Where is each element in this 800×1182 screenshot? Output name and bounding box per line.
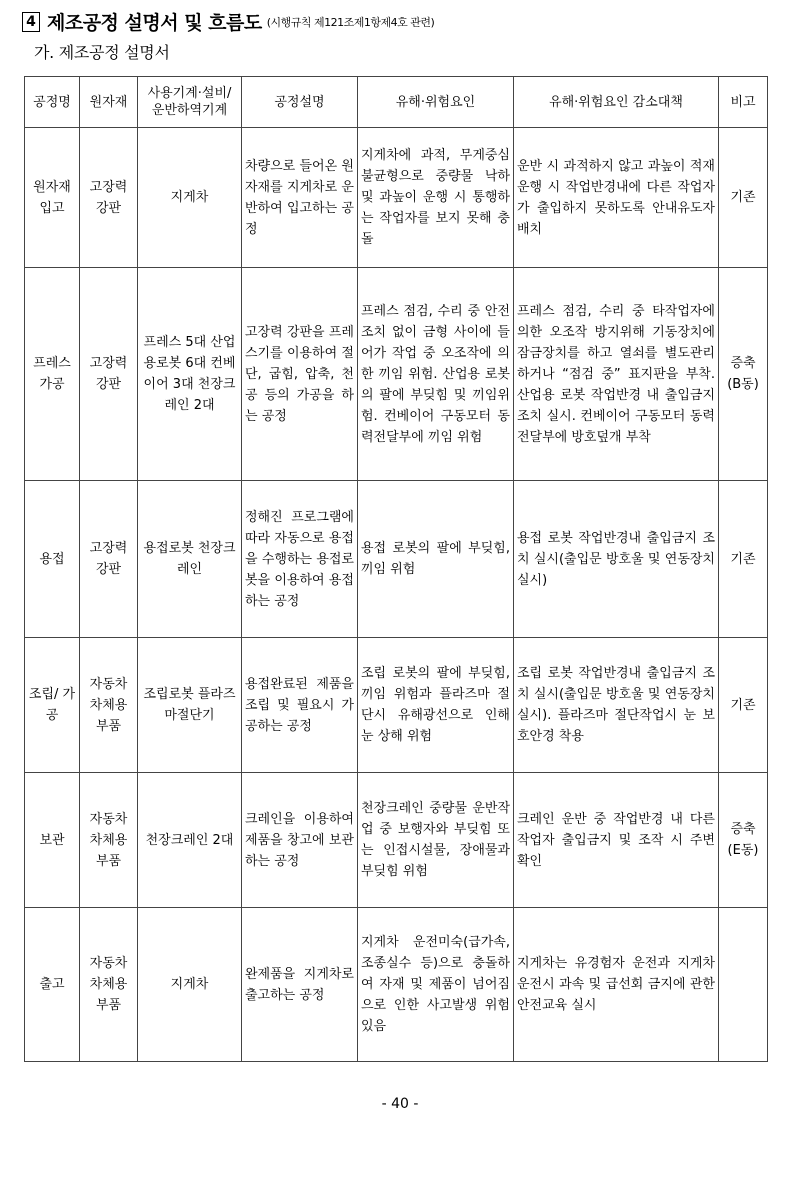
table-row <box>25 481 768 638</box>
cell-material: 자동차 차체용 부품 <box>80 638 138 773</box>
header-measure: 유해·위험요인 감소대책 <box>514 77 719 128</box>
header-description: 공정설명 <box>242 77 358 128</box>
section-title-note: (시행규칙 제121조제1항제4호 관련) <box>266 15 435 29</box>
cell-measure: 용접 로봇 작업반경내 출입금지 조치 실시(출입문 방호울 및 연동장치 실시) <box>514 481 719 638</box>
cell-process: 보관 <box>25 773 80 908</box>
cell-process: 조립/ 가공 <box>25 638 80 773</box>
cell-material: 고장력 강판 <box>80 481 138 638</box>
cell-description: 용접완료된 제품을 조립 및 필요시 가공하는 공정 <box>242 638 358 773</box>
cell-equipment: 천장크레인 2대 <box>138 773 242 908</box>
cell-measure: 프레스 점검, 수리 중 타작업자에 의한 오조작 방지위해 기동장치에 잠금장치를 하고 열쇠를 별도관리하거나 “점검 중” 표지판을 부착. 산업용 로봇 작업반경 내 출입금지 조치 실시. 컨베이어 구동모터 동력전달부에 방호덮개 부착 <box>514 268 719 481</box>
table-header-row <box>25 77 768 128</box>
table-row <box>25 128 768 268</box>
cell-hazard: 용접 로봇의 팔에 부딪힘, 끼임 위험 <box>358 481 514 638</box>
cell-hazard: 지게차 운전미숙(급가속, 조종실수 등)으로 충돌하여 자재 및 제품이 넘어짐으로 인한 사고발생 위험 있음 <box>358 908 514 1062</box>
cell-remark: 증축 (B동) <box>719 268 768 481</box>
cell-material: 자동차 차체용 부품 <box>80 773 138 908</box>
cell-remark: 기존 <box>719 638 768 773</box>
cell-hazard: 프레스 점검, 수리 중 안전조치 없이 금형 사이에 들어가 작업 중 오조작에 의한 끼임 위험. 산업용 로봇의 팔에 부딪힘 및 끼임위험. 컨베이어 구동모터 동력전달부에 끼임 위험 <box>358 268 514 481</box>
table-row <box>25 773 768 908</box>
table-row <box>25 638 768 773</box>
section-title: 제조공정 설명서 및 흐름도 <box>47 12 262 34</box>
subsection-title: 가. 제조공정 설명서 <box>34 43 170 62</box>
cell-measure: 크레인 운반 중 작업반경 내 다른 작업자 출입금지 및 조작 시 주변 확인 <box>514 773 719 908</box>
cell-process: 용접 <box>25 481 80 638</box>
cell-equipment: 지게차 <box>138 128 242 268</box>
cell-remark: 기존 <box>719 481 768 638</box>
cell-equipment: 지게차 <box>138 908 242 1062</box>
cell-description: 고장력 강판을 프레스기를 이용하여 절단, 굽힘, 압축, 천공 등의 가공을 하는 공정 <box>242 268 358 481</box>
cell-process: 프레스 가공 <box>25 268 80 481</box>
cell-equipment: 용접로봇 천장크레인 <box>138 481 242 638</box>
cell-measure: 지게차는 유경험자 운전과 지게차 운전시 과속 및 급선회 금지에 관한 안전교육 실시 <box>514 908 719 1062</box>
cell-remark <box>719 908 768 1062</box>
cell-measure: 조립 로봇 작업반경내 출입금지 조치 실시(출입문 방호울 및 연동장치 실시). 플라즈마 절단작업시 눈 보호안경 착용 <box>514 638 719 773</box>
section-number-box: 4 <box>22 12 40 32</box>
cell-equipment: 프레스 5대 산업용로봇 6대 컨베이어 3대 천장크레인 2대 <box>138 268 242 481</box>
cell-description: 완제품을 지게차로 출고하는 공정 <box>242 908 358 1062</box>
header-equipment: 사용기계·설비/ 운반하역기계 <box>138 77 242 128</box>
cell-remark: 증축 (E동) <box>719 773 768 908</box>
table-row <box>25 268 768 481</box>
cell-measure: 운반 시 과적하지 않고 과높이 적재 운행 시 작업반경내에 다른 작업자가 출입하지 못하도록 안내유도자 배치 <box>514 128 719 268</box>
cell-process: 출고 <box>25 908 80 1062</box>
header-process-name: 공정명 <box>25 77 80 128</box>
cell-description: 정해진 프로그램에 따라 자동으로 용접을 수행하는 용접로봇을 이용하여 용접하는 공정 <box>242 481 358 638</box>
cell-material: 고장력 강판 <box>80 128 138 268</box>
cell-hazard: 지게차에 과적, 무게중심 불균형으로 중량물 낙하 및 과높이 운행 시 통행하는 작업자를 보지 못해 충돌 <box>358 128 514 268</box>
cell-material: 자동차 차체용 부품 <box>80 908 138 1062</box>
page-number: - 40 - <box>381 1096 419 1112</box>
cell-description: 크레인을 이용하여 제품을 창고에 보관하는 공정 <box>242 773 358 908</box>
table-row <box>25 908 768 1062</box>
process-description-table <box>24 76 768 1062</box>
header-material: 원자재 <box>80 77 138 128</box>
cell-hazard: 조립 로봇의 팔에 부딪힘, 끼임 위험과 플라즈마 절단시 유해광선으로 인해 눈 상해 위험 <box>358 638 514 773</box>
cell-description: 차량으로 들어온 원자재를 지게차로 운반하여 입고하는 공정 <box>242 128 358 268</box>
cell-hazard: 천장크레인 중량물 운반작업 중 보행자와 부딪힘 또는 인접시설물, 장애물과 부딪힘 위험 <box>358 773 514 908</box>
cell-remark: 기존 <box>719 128 768 268</box>
cell-material: 고장력 강판 <box>80 268 138 481</box>
header-remark: 비고 <box>719 77 768 128</box>
section-heading <box>22 8 434 35</box>
header-hazard: 유해·위험요인 <box>358 77 514 128</box>
cell-equipment: 조립로봇 플라즈마절단기 <box>138 638 242 773</box>
cell-process: 원자재 입고 <box>25 128 80 268</box>
